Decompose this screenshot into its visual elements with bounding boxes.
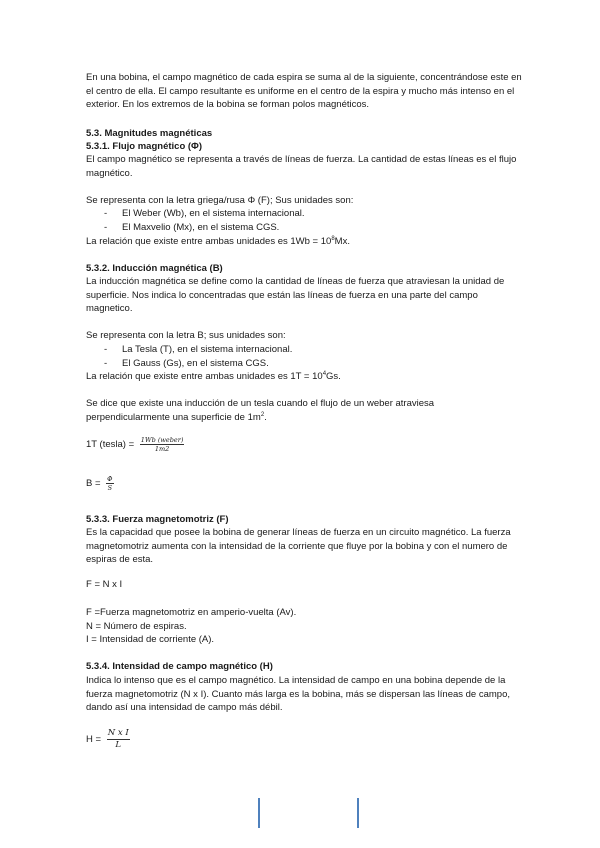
induction-units-intro: Se representa con la letra B; sus unidades son: <box>86 330 286 341</box>
field-intensity-fraction: $\frac{\text{N x I}}{L}$ <box>107 728 129 750</box>
flux-description: El campo magnético se representa a través de líneas de fuerza. La cantidad de estas líneas es el flujo magnético. <box>86 154 517 179</box>
flux-relation: La relación que existe entre ambas unidades es $1Wb = 10^8Mx$. <box>86 235 350 247</box>
field-intensity-description: Indica lo intenso que es el campo magnético. La intensidad de campo en una bobina depende de la fuerza magnetomotriz (N x I). Cuanto más larga es la bobina, más se dispersan las líneas de campo, dando así una intensidad de campo más débil. <box>86 675 511 713</box>
induction-relation: La relación que existe entre ambas unidades es $1T = 10^4Gs$. <box>86 370 341 382</box>
tesla-formula: 1T (tesla) = $\frac{\text{1Wb (weber)}}{1m2}$ <box>86 436 184 453</box>
section-title-5-3-2: 5.3.2. Inducción magnética (B) <box>86 263 223 274</box>
tesla-definition: Se dice que existe una inducción de un tesla cuando el flujo de un weber atraviesa perpendicularmente una superficie de $1m^2$. <box>86 398 435 423</box>
field-intensity-formula: H = $\frac{\text{N x I}}{L}$ <box>86 728 129 750</box>
section-title-5-3-4: 5.3.4. Intensidad de campo magnético (H) <box>86 661 273 672</box>
mmf-definition: I = Intensidad de corriente (A). <box>86 634 215 645</box>
mmf-formula: F = N x I <box>86 579 123 590</box>
footer-right-bar <box>357 798 359 828</box>
induction-formula: B = $\frac{\Phi}{S}$ <box>86 475 113 492</box>
mmf-definition: F =Fuerza magnetomotriz en amperio-vuelta (Av). <box>86 607 297 618</box>
section-title-5-3: 5.3. Magnitudes magnéticas <box>86 128 213 139</box>
mmf-description: Es la capacidad que posee la bobina de generar líneas de fuerza en un circuito magnético. La fuerza magnetomotriz aumenta con la intensidad de la corriente que fluye por la bobina y con el numero de espiras de esta. <box>86 527 511 565</box>
induction-description: La inducción magnética se define como la cantidad de líneas de fuerza que atraviesan la unidad de superficie. Nos indica lo concentradas que están las líneas de fuerza en una parte del campo magnetico. <box>86 276 505 314</box>
intro-paragraph: En una bobina, el campo magnético de cada espira se suma al de la siguiente, concentrándose este en el centro de ella. El campo resultante es uniforme en el centro de la espira y mucho más intenso en el exterior. En los extremos de la bobina se forman polos magnéticos. <box>86 72 522 110</box>
mmf-definition: N = Número de espiras. <box>86 621 187 632</box>
footer-left-bar <box>258 798 260 828</box>
induction-fraction: $\frac{\Phi}{S}$ <box>107 475 113 492</box>
section-title-5-3-3: 5.3.3. Fuerza magnetomotriz (F) <box>86 514 229 525</box>
flux-units-intro: Se representa con la letra griega/rusa Φ (F); Sus unidades son: <box>86 195 354 206</box>
tesla-fraction: $\frac{\text{1Wb (weber)}}{1m2}$ <box>140 436 184 453</box>
section-title-5-3-1: 5.3.1. Flujo magnético (Φ) <box>86 141 203 152</box>
document-page: En una bobina, el campo magnético de cada espira se suma al de la siguiente, concentrándose este en el centro de ella. El campo resultante es uniforme en el centro de la espira y mucho más intenso en el exterior. En los extremos de la bobina se forman polos magnéticos. 5.3. Magnitudes magnéticas 5.3.1. Flujo magnético (Φ) El campo magnético se representa a través de líneas de fuerza. La cantidad de estas líneas es el flujo magnético. Se representa con la letra griega/rusa Φ (F); Sus unidades son: - El Weber (Wb), en el sistema internacional. - El Maxvelio (Mx), en el sistema CGS. La relación que existe entre ambas unidades es $1Wb = 10^8Mx$. 5.3.2. Inducción magnética (B) La inducción magnética se define como la cantidad de líneas de fuerza que atraviesan la unidad de superficie. Nos indica lo concentradas que están las líneas de fuerza en una parte del campo magnetico. Se representa con la letra B; sus unidades son: - La Tesla (T), en el sistema internacional. - El Gauss (Gs), en el sistema CGS. La relación que existe entre ambas unidades es $1T = 10^4Gs$. Se dice que existe una inducción de un tesla cuando el flujo de un weber atraviesa perpendicularmente una superficie de $1m^2$. 1T (tesla) = $\frac{\text{1Wb (weber)}}{1m2}$ B = $\frac{\Phi}{S}$ 5.3.3. Fuerza magnetomotriz (F) Es la capacidad que posee la bobina de generar líneas de fuerza en un circuito magnético. La fuerza magnetomotriz aumenta con la intensidad de la corriente que fluye por la bobina y con el numero de espiras de esta. F = N x I F =Fuerza magnetomotriz en amperio-vuelta (Av). N = Número de espiras. I = Intensidad de corriente (A). 5.3.4. Intensidad de campo magnético (H) Indica lo intenso que es el campo magnético. La intensidad de campo en una bobina depende de la fuerza magnetomotriz (N x I). Cuanto más larga es la bobina, más se dispersan las líneas de campo, dando así una intensidad de campo más débil. H = $\frac{\text{N x I}}{L}$ <box>0 0 600 848</box>
